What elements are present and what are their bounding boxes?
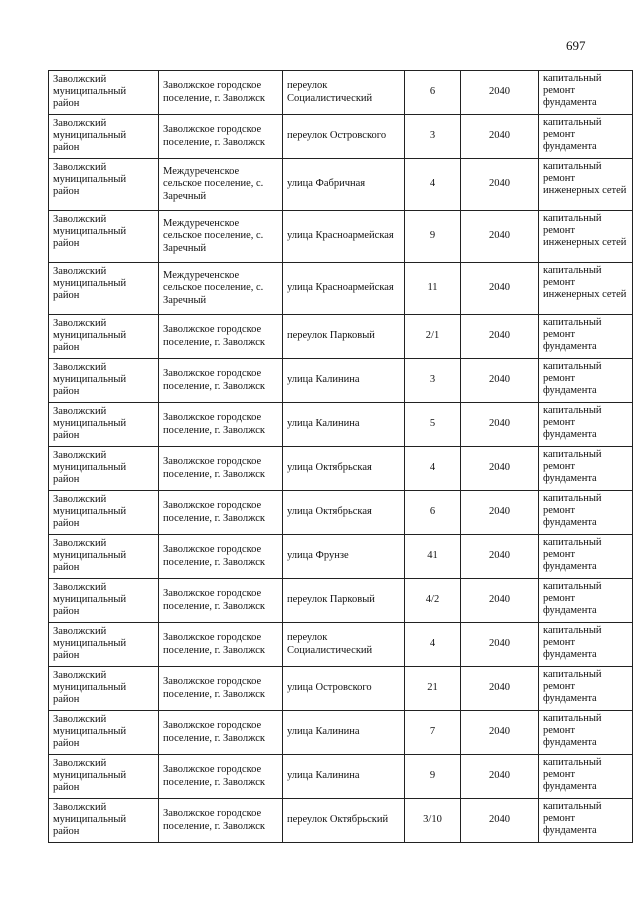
settlement-cell: Заволжское городское поселение, г. Заволжск: [159, 315, 283, 359]
settlement-cell: Заволжское городское поселение, г. Заволжск: [159, 115, 283, 159]
table-row: [49, 623, 633, 667]
work-type-cell: капитальный ремонт фундамента: [539, 755, 633, 799]
table-row: [49, 711, 633, 755]
house-number-cell: 4: [405, 447, 461, 491]
work-type-cell: капитальный ремонт фундамента: [539, 315, 633, 359]
work-type-cell: капитальный ремонт фундамента: [539, 579, 633, 623]
street-cell: переулок Социалистический: [283, 623, 405, 667]
table-row: [49, 211, 633, 263]
house-number-cell: 4: [405, 159, 461, 211]
year-cell: 2040: [461, 579, 539, 623]
year-cell: 2040: [461, 159, 539, 211]
district-cell: Заволжский муниципальный район: [49, 799, 159, 843]
street-cell: переулок Октябрьский: [283, 799, 405, 843]
work-type-cell: капитальный ремонт фундамента: [539, 667, 633, 711]
settlement-cell: Заволжское городское поселение, г. Заволжск: [159, 667, 283, 711]
house-number-cell: 5: [405, 403, 461, 447]
settlement-cell: Заволжское городское поселение, г. Заволжск: [159, 447, 283, 491]
district-cell: Заволжский муниципальный район: [49, 667, 159, 711]
year-cell: 2040: [461, 755, 539, 799]
district-cell: Заволжский муниципальный район: [49, 359, 159, 403]
street-cell: улица Октябрьская: [283, 447, 405, 491]
house-number-cell: 7: [405, 711, 461, 755]
house-number-cell: 41: [405, 535, 461, 579]
work-type-cell: капитальный ремонт фундамента: [539, 447, 633, 491]
house-number-cell: 3: [405, 359, 461, 403]
house-number-cell: 4/2: [405, 579, 461, 623]
district-cell: Заволжский муниципальный район: [49, 211, 159, 263]
street-cell: улица Октябрьская: [283, 491, 405, 535]
work-type-cell: капитальный ремонт инженерных сетей: [539, 211, 633, 263]
district-cell: Заволжский муниципальный район: [49, 115, 159, 159]
year-cell: 2040: [461, 211, 539, 263]
settlement-cell: Заволжское городское поселение, г. Заволжск: [159, 579, 283, 623]
street-cell: переулок Парковый: [283, 315, 405, 359]
district-cell: Заволжский муниципальный район: [49, 535, 159, 579]
street-cell: переулок Парковый: [283, 579, 405, 623]
work-type-cell: капитальный ремонт фундамента: [539, 535, 633, 579]
table-row: [49, 579, 633, 623]
settlement-cell: Заволжское городское поселение, г. Заволжск: [159, 535, 283, 579]
house-number-cell: 3/10: [405, 799, 461, 843]
table-row: [49, 359, 633, 403]
table-row: [49, 755, 633, 799]
work-type-cell: капитальный ремонт фундамента: [539, 491, 633, 535]
street-cell: улица Красноармейская: [283, 211, 405, 263]
settlement-cell: Заволжское городское поселение, г. Заволжск: [159, 403, 283, 447]
table-row: [49, 315, 633, 359]
year-cell: 2040: [461, 799, 539, 843]
work-type-cell: капитальный ремонт инженерных сетей: [539, 159, 633, 211]
year-cell: 2040: [461, 315, 539, 359]
district-cell: Заволжский муниципальный район: [49, 711, 159, 755]
table-row: [49, 667, 633, 711]
settlement-cell: Заволжское городское поселение, г. Заволжск: [159, 711, 283, 755]
year-cell: 2040: [461, 667, 539, 711]
street-cell: улица Островского: [283, 667, 405, 711]
house-number-cell: 6: [405, 71, 461, 115]
year-cell: 2040: [461, 115, 539, 159]
settlement-cell: Междуреченское сельское поселение, с. Заречный: [159, 211, 283, 263]
street-cell: улица Калинина: [283, 755, 405, 799]
table-row: [49, 403, 633, 447]
house-number-cell: 9: [405, 211, 461, 263]
work-type-cell: капитальный ремонт инженерных сетей: [539, 263, 633, 315]
page-number: 697: [566, 38, 586, 53]
district-cell: Заволжский муниципальный район: [49, 71, 159, 115]
work-type-cell: капитальный ремонт фундамента: [539, 359, 633, 403]
work-type-cell: капитальный ремонт фундамента: [539, 115, 633, 159]
settlement-cell: Заволжское городское поселение, г. Заволжск: [159, 623, 283, 667]
table-row: [49, 447, 633, 491]
work-type-cell: капитальный ремонт фундамента: [539, 71, 633, 115]
street-cell: улица Красноармейская: [283, 263, 405, 315]
street-cell: улица Фабричная: [283, 159, 405, 211]
year-cell: 2040: [461, 359, 539, 403]
district-cell: Заволжский муниципальный район: [49, 755, 159, 799]
table-row: [49, 799, 633, 843]
district-cell: Заволжский муниципальный район: [49, 491, 159, 535]
year-cell: 2040: [461, 263, 539, 315]
house-number-cell: 11: [405, 263, 461, 315]
housing-repair-table: [48, 70, 633, 843]
settlement-cell: Междуреченское сельское поселение, с. Заречный: [159, 159, 283, 211]
table-row: [49, 263, 633, 315]
settlement-cell: Заволжское городское поселение, г. Заволжск: [159, 491, 283, 535]
table-row: [49, 535, 633, 579]
table-row: [49, 159, 633, 211]
district-cell: Заволжский муниципальный район: [49, 579, 159, 623]
house-number-cell: 2/1: [405, 315, 461, 359]
work-type-cell: капитальный ремонт фундамента: [539, 623, 633, 667]
house-number-cell: 9: [405, 755, 461, 799]
house-number-cell: 3: [405, 115, 461, 159]
settlement-cell: Заволжское городское поселение, г. Заволжск: [159, 359, 283, 403]
district-cell: Заволжский муниципальный район: [49, 315, 159, 359]
year-cell: 2040: [461, 623, 539, 667]
year-cell: 2040: [461, 711, 539, 755]
district-cell: Заволжский муниципальный район: [49, 403, 159, 447]
street-cell: улица Калинина: [283, 403, 405, 447]
house-number-cell: 6: [405, 491, 461, 535]
district-cell: Заволжский муниципальный район: [49, 447, 159, 491]
settlement-cell: Заволжское городское поселение, г. Заволжск: [159, 755, 283, 799]
district-cell: Заволжский муниципальный район: [49, 623, 159, 667]
settlement-cell: Заволжское городское поселение, г. Заволжск: [159, 799, 283, 843]
table-row: [49, 71, 633, 115]
street-cell: улица Калинина: [283, 359, 405, 403]
year-cell: 2040: [461, 403, 539, 447]
street-cell: улица Фрунзе: [283, 535, 405, 579]
table-row: [49, 115, 633, 159]
table-row: [49, 491, 633, 535]
year-cell: 2040: [461, 535, 539, 579]
street-cell: улица Калинина: [283, 711, 405, 755]
year-cell: 2040: [461, 447, 539, 491]
settlement-cell: Заволжское городское поселение, г. Заволжск: [159, 71, 283, 115]
street-cell: переулок Островского: [283, 115, 405, 159]
year-cell: 2040: [461, 71, 539, 115]
work-type-cell: капитальный ремонт фундамента: [539, 711, 633, 755]
street-cell: переулок Социалистический: [283, 71, 405, 115]
work-type-cell: капитальный ремонт фундамента: [539, 403, 633, 447]
house-number-cell: 21: [405, 667, 461, 711]
district-cell: Заволжский муниципальный район: [49, 263, 159, 315]
year-cell: 2040: [461, 491, 539, 535]
house-number-cell: 4: [405, 623, 461, 667]
district-cell: Заволжский муниципальный район: [49, 159, 159, 211]
work-type-cell: капитальный ремонт фундамента: [539, 799, 633, 843]
settlement-cell: Междуреченское сельское поселение, с. Заречный: [159, 263, 283, 315]
